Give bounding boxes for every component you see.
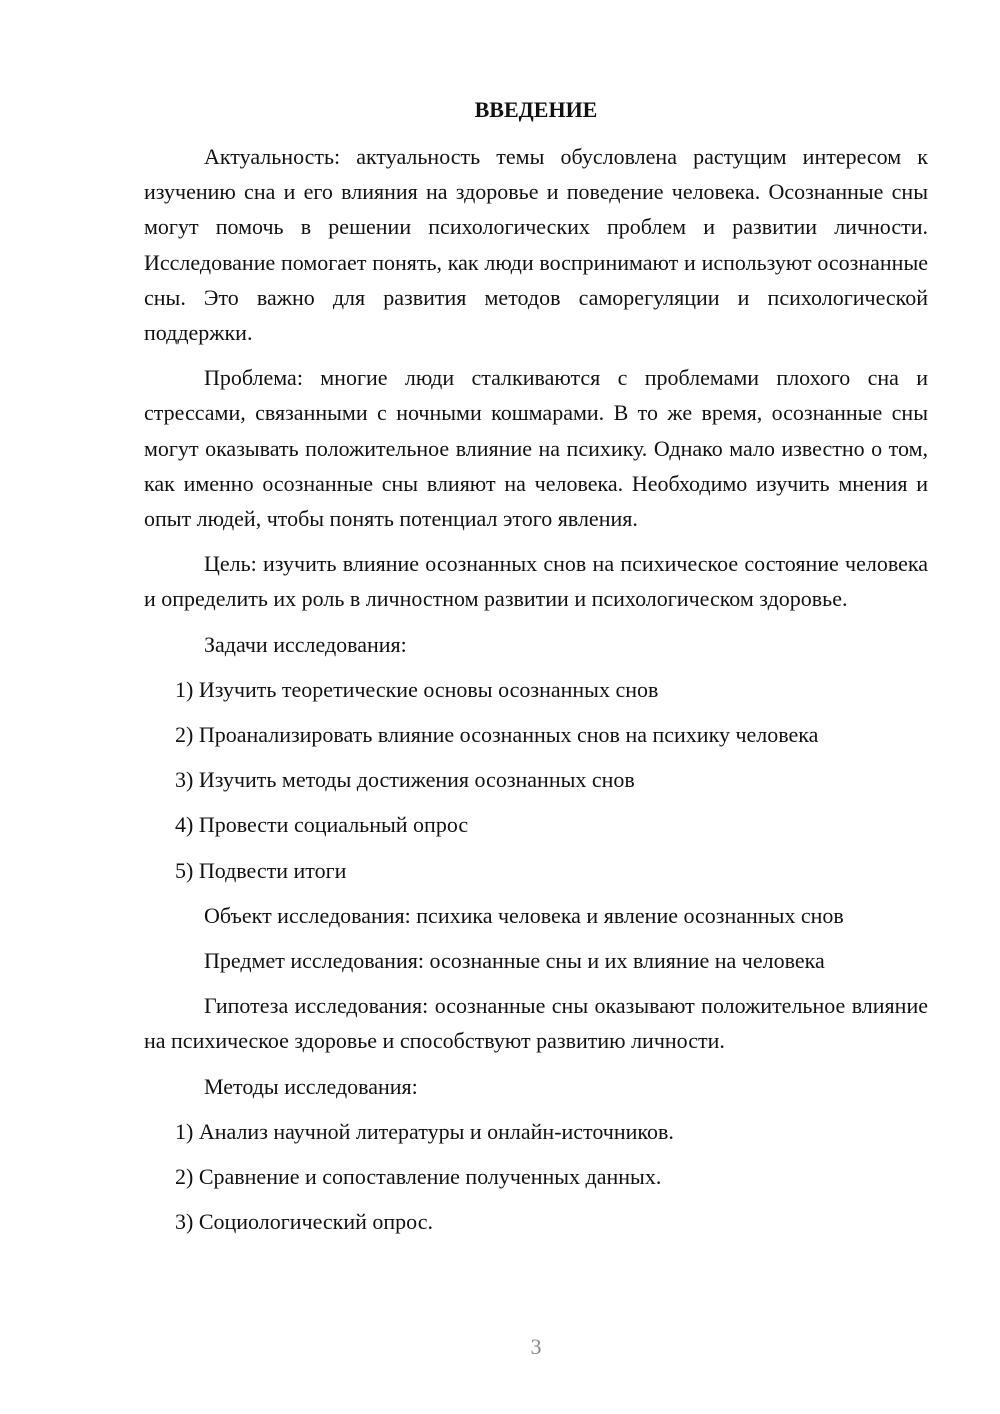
method-item: 1) Анализ научной литературы и онлайн-источников. <box>175 1118 674 1144</box>
problem-paragraph: Проблема: многие люди сталкиваются с проблемами плохого сна и стрессами, связанными с ночными кошмарами. В то же время, осознанные сны могут оказывать положительное влияние на психику. Однако мало известно о том, как именно осознанные сны влияют на человека. Необходимо изучить мнения и опыт людей, чтобы понять потенциал этого явления. <box>144 365 928 532</box>
task-item: 3) Изучить методы достижения осознанных снов <box>175 767 635 793</box>
goal-paragraph: Цель: изучить влияние осознанных снов на психическое состояние человека и определить их роль в личностном развитии и психологическом здоровье. <box>144 551 928 612</box>
object-line: Объект исследования: психика человека и явление осознанных снов <box>204 902 844 928</box>
relevance-paragraph: Актуальность: актуальность темы обусловлена растущим интересом к изучению сна и его влияния на здоровье и поведение человека. Осознанные сны могут помочь в решении психологических проблем и развитии личности. Исследование помогает понять, как люди воспринимают и используют осознанные сны. Это важно для развития методов саморегуляции и психологической поддержки. <box>144 144 928 346</box>
methods-list <box>144 1114 928 1240</box>
hypothesis-paragraph: Гипотеза исследования: осознанные сны оказывают положительное влияние на психическое здоровье и способствуют развитию личности. <box>144 993 928 1054</box>
page-title: ВВЕДЕНИЕ <box>474 97 598 122</box>
method-item: 3) Социологический опрос. <box>175 1209 433 1235</box>
method-item: 2) Сравнение и сопоставление полученных данных. <box>175 1164 662 1190</box>
methods-heading: Методы исследования: <box>204 1073 418 1099</box>
page-number: 3 <box>530 1334 542 1359</box>
task-item: 1) Изучить теоретические основы осознанных снов <box>175 676 659 702</box>
task-item: 5) Подвести итоги <box>175 857 347 883</box>
task-item: 4) Провести социальный опрос <box>175 812 469 838</box>
page-content <box>144 92 928 1249</box>
tasks-list <box>144 672 928 888</box>
task-item: 2) Проанализировать влияние осознанных снов на психику человека <box>175 722 819 748</box>
tasks-heading: Задачи исследования: <box>204 631 407 657</box>
subject-line: Предмет исследования: осознанные сны и их влияние на человека <box>204 948 825 974</box>
